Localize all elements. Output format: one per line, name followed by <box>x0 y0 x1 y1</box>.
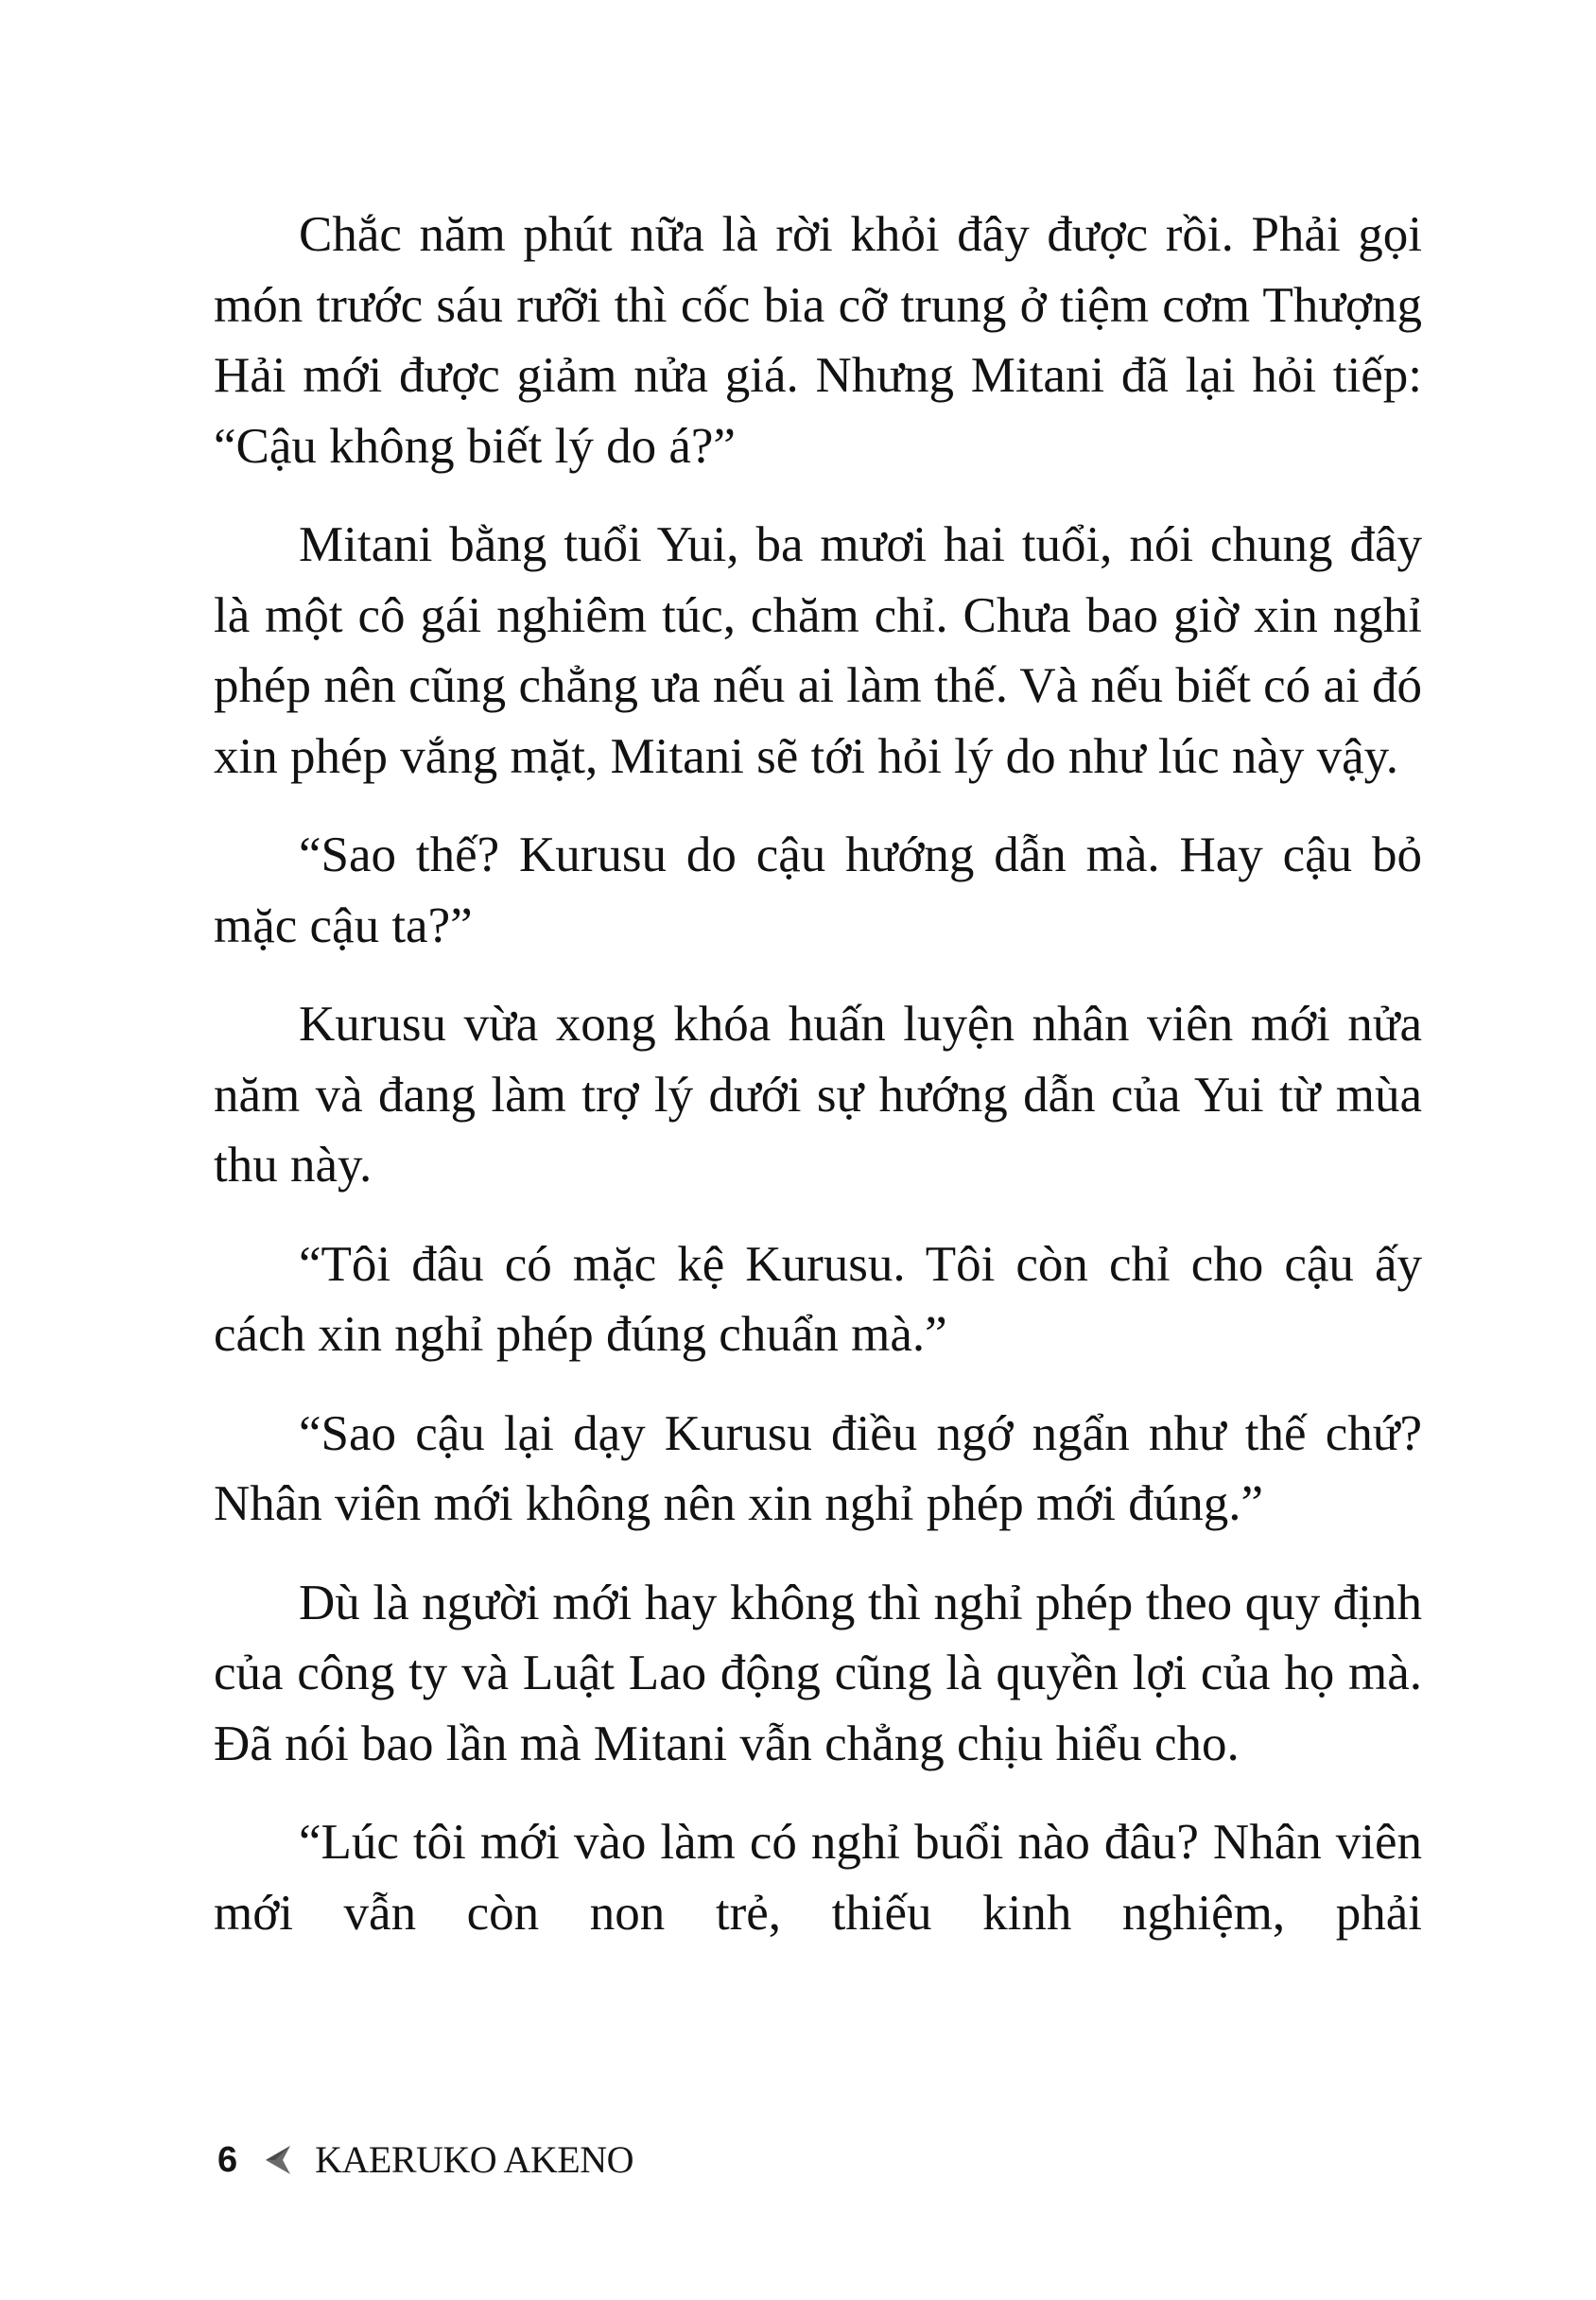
author-name: KAERUKO AKENO <box>315 2138 633 2181</box>
paragraph: Dù là người mới hay không thì nghỉ phép theo quy định của công ty và Luật Lao động cũng là quyền lợi của họ mà. Đã nói bao lần mà Mitani vẫn chẳng chịu hiểu cho. <box>214 1575 1422 1771</box>
paragraph: “Sao thế? Kurusu do cậu hướng dẫn mà. Hay cậu bỏ mặc cậu ta?” <box>214 828 1422 953</box>
paragraph: “Lúc tôi mới vào làm có nghỉ buổi nào đâu? Nhân viên mới vẫn còn non trẻ, thiếu kinh nghiệm, phải <box>214 1815 1422 1941</box>
paragraph: Chắc năm phút nữa là rời khỏi đây được rồi. Phải gọi món trước sáu rưỡi thì cốc bia cỡ trung ở tiệm cơm Thượng Hải mới được giảm nửa giá. Nhưng Mitani đã lại hỏi tiếp: “Cậu không biết lý do á?” <box>214 207 1422 474</box>
body-text <box>214 200 1422 1948</box>
paragraph: Mitani bằng tuổi Yui, ba mươi hai tuổi, nói chung đây là một cô gái nghiêm túc, chăm chỉ. Chưa bao giờ xin nghỉ phép nên cũng chẳng ưa nếu ai làm thế. Và nếu biết có ai đó xin phép vắng mặt, Mitani sẽ tới hỏi lý do như lúc này vậy. <box>214 517 1422 784</box>
paragraph: “Sao cậu lại dạy Kurusu điều ngớ ngẩn như thế chứ? Nhân viên mới không nên xin nghỉ phép mới đúng.” <box>214 1405 1422 1531</box>
paragraph: Kurusu vừa xong khóa huấn luyện nhân viên mới nửa năm và đang làm trợ lý dưới sự hướng dẫn của Yui từ mùa thu này. <box>214 997 1422 1193</box>
page-number: 6 <box>217 2140 238 2180</box>
paragraph: “Tôi đâu có mặc kệ Kurusu. Tôi còn chỉ cho cậu ấy cách xin nghỉ phép đúng chuẩn mà.” <box>214 1236 1422 1362</box>
page-footer <box>217 2139 633 2181</box>
arrow-left-icon <box>262 2144 294 2176</box>
